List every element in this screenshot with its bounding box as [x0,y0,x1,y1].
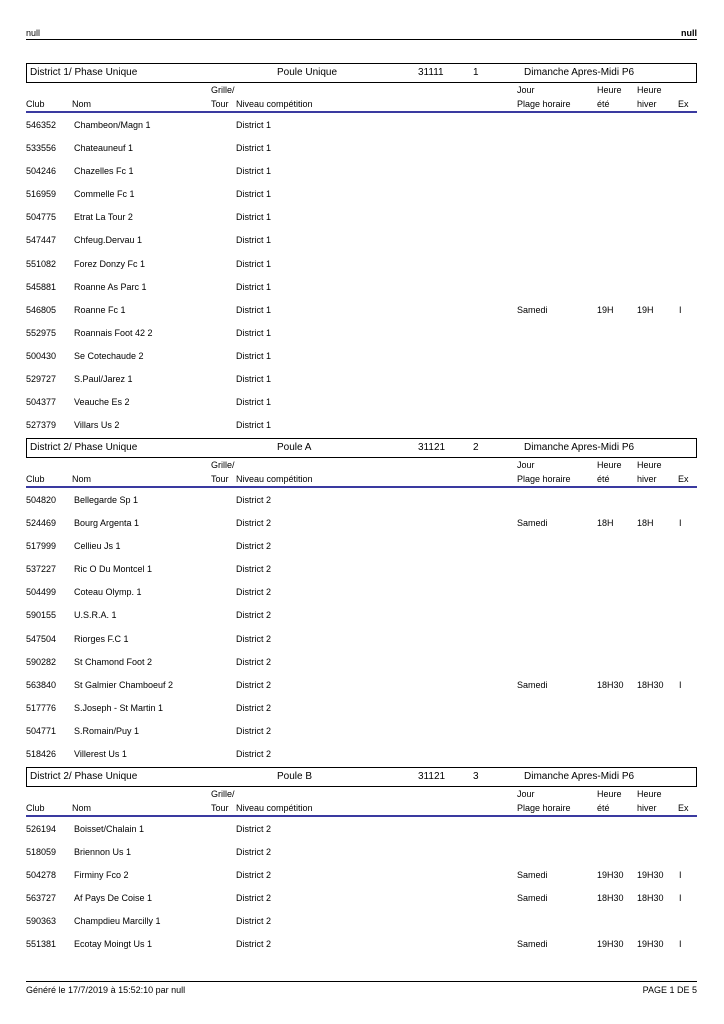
table-row [26,413,697,436]
team-name: Cellieu Js 1 [74,541,121,552]
team-name: Roanne Fc 1 [74,304,126,315]
team-name: St Galmier Chamboeuf 2 [74,679,174,690]
competition-code: 31121 [418,442,446,453]
jour: Samedi [517,870,548,881]
team-name: Bourg Argenta 1 [74,518,140,529]
club-id: 590155 [26,610,57,621]
col-heure-hiver-label: Heure [637,85,662,95]
team-name: Bellegarde Sp 1 [74,495,139,505]
col-ete: été [597,474,610,484]
column-headers [26,83,697,113]
team-name: Riorges F.C 1 [74,633,129,644]
col-grille: Grille/ [211,789,235,799]
club-id: 504771 [26,725,57,736]
section-title: District 1/ Phase Unique [30,67,138,78]
club-id: 504377 [26,397,57,408]
niveau: District 2 [236,541,272,552]
col-tour: Tour [211,803,229,813]
table-row [26,182,697,205]
niveau: District 1 [236,420,272,431]
col-hiver: hiver [637,803,657,813]
team-name: Etrat La Tour 2 [74,212,133,223]
heure-hiver: 18H [637,518,654,529]
column-headers [26,787,697,817]
footer-rule [26,981,697,982]
club-id: 527379 [26,420,57,431]
niveau: District 1 [236,235,272,246]
default-slot: Dimanche Apres-Midi P6 [524,67,635,78]
ex: I [679,518,682,529]
col-club: Club [26,803,45,813]
niveau: District 2 [236,610,272,621]
team-name: Chambeon/Magn 1 [74,120,151,130]
table-row [26,909,697,932]
jour: Samedi [517,893,548,904]
col-ex: Ex [678,803,689,813]
club-id: 517999 [26,541,57,552]
jour: Samedi [517,304,548,315]
club-id: 504499 [26,587,57,598]
club-id: 546805 [26,304,57,315]
poule-name: Poule A [277,442,312,453]
ex: I [679,679,682,690]
col-heure-hiver-label: Heure [637,460,662,470]
team-name: U.S.R.A. 1 [74,610,117,621]
club-id: 552975 [26,327,57,338]
table-row [26,344,697,367]
table-row [26,863,697,886]
col-tour: Tour [211,474,229,484]
niveau: District 1 [236,120,272,130]
team-name: Veauche Es 2 [74,397,130,408]
col-nom: Nom [72,803,92,813]
col-ete: été [597,99,610,109]
niveau: District 2 [236,870,272,881]
club-id: 537227 [26,564,57,575]
club-id: 518426 [26,749,57,760]
team-name: Villars Us 2 [74,420,120,431]
niveau: District 2 [236,939,272,950]
table-row [26,252,697,275]
ex: I [679,893,682,904]
col-grille: Grille/ [211,85,235,95]
ex: I [679,939,682,950]
heure-hiver: 19H30 [637,939,664,950]
niveau: District 2 [236,702,272,713]
niveau: District 1 [236,166,272,177]
table-row [26,557,697,580]
col-heure-ete-label: Heure [597,85,622,95]
jour: Samedi [517,679,548,690]
jour: Samedi [517,518,548,529]
team-name: Commelle Fc 1 [74,189,135,200]
niveau: District 2 [236,749,272,760]
niveau: District 2 [236,847,272,858]
col-plage: Plage horaire [517,803,571,813]
niveau: District 1 [236,327,272,338]
table-row [26,817,697,840]
poule-section [26,438,697,765]
team-name: Coteau Olymp. 1 [74,587,142,598]
club-id: 533556 [26,143,57,154]
club-id: 545881 [26,281,57,292]
poule-name: Poule Unique [277,67,338,78]
niveau: District 1 [236,304,272,315]
club-id: 529727 [26,374,57,385]
section-title: District 2/ Phase Unique [30,442,138,453]
competition-code: 31121 [418,771,446,782]
default-slot: Dimanche Apres-Midi P6 [524,442,635,453]
team-name: S.Romain/Puy 1 [74,725,140,736]
table-row [26,159,697,182]
col-niveau: Niveau compétition [236,99,313,109]
niveau: District 2 [236,893,272,904]
table-row [26,534,697,557]
team-name: Champdieu Marcilly 1 [74,916,161,927]
col-hiver: hiver [637,474,657,484]
table-row [26,742,697,765]
col-ex: Ex [678,474,689,484]
table-row [26,932,697,955]
team-name: Ric O Du Montcel 1 [74,564,153,575]
niveau: District 1 [236,258,272,269]
niveau: District 2 [236,916,272,927]
club-id: 590363 [26,916,57,927]
poule-section [26,767,697,956]
heure-ete: 19H30 [597,870,624,881]
footer-page-number: PAGE 1 DE 5 [642,985,697,995]
heure-ete: 18H30 [597,679,624,690]
niveau: District 2 [236,564,272,575]
niveau: District 1 [236,281,272,292]
table-row [26,367,697,390]
table-row [26,136,697,159]
table-row [26,298,697,321]
col-plage: Plage horaire [517,99,571,109]
poule-number: 2 [473,442,479,453]
table-row [26,886,697,909]
poule-section [26,63,697,436]
niveau: District 1 [236,397,272,408]
niveau: District 1 [236,189,272,200]
table-row [26,511,697,534]
col-ex: Ex [678,99,689,109]
team-name: S.Joseph - St Martin 1 [74,702,164,713]
column-headers [26,458,697,488]
col-plage: Plage horaire [517,474,571,484]
club-id: 590282 [26,656,57,667]
niveau: District 1 [236,374,272,385]
club-id: 504775 [26,212,57,223]
col-club: Club [26,474,45,484]
col-niveau: Niveau compétition [236,474,313,484]
col-heure-ete-label: Heure [597,789,622,799]
table-row [26,488,697,511]
jour: Samedi [517,939,548,950]
club-id: 516959 [26,189,57,200]
table-row [26,650,697,673]
col-jour: Jour [517,85,535,95]
niveau: District 2 [236,656,272,667]
poule-number: 3 [473,771,479,782]
club-id: 526194 [26,824,57,834]
table-row [26,113,697,136]
col-nom: Nom [72,99,92,109]
section-title-box [26,767,697,787]
club-id: 563727 [26,893,57,904]
poule-number: 1 [473,67,479,78]
niveau: District 1 [236,143,272,154]
club-id: 504278 [26,870,57,881]
table-row [26,275,697,298]
team-name: Ecotay Moingt Us 1 [74,939,153,950]
club-id: 547447 [26,235,57,246]
col-club: Club [26,99,45,109]
niveau: District 1 [236,212,272,223]
col-ete: été [597,803,610,813]
header-right: null [681,28,697,38]
team-name: Villerest Us 1 [74,749,127,760]
team-name: St Chamond Foot 2 [74,656,153,667]
heure-hiver: 18H30 [637,679,664,690]
table-row [26,673,697,696]
table-row [26,390,697,413]
team-name: Briennon Us 1 [74,847,132,858]
default-slot: Dimanche Apres-Midi P6 [524,771,635,782]
poule-name: Poule B [277,771,313,782]
heure-hiver: 19H30 [637,870,664,881]
table-row [26,696,697,719]
col-tour: Tour [211,99,229,109]
niveau: District 2 [236,587,272,598]
heure-hiver: 19H [637,304,654,315]
section-title-box [26,63,697,83]
table-row [26,603,697,626]
club-id: 547504 [26,633,57,644]
heure-ete: 19H [597,304,614,315]
team-name: Chfeug.Dervau 1 [74,235,143,246]
team-name: Af Pays De Coise 1 [74,893,153,904]
col-nom: Nom [72,474,92,484]
col-niveau: Niveau compétition [236,803,313,813]
team-name: S.Paul/Jarez 1 [74,374,133,385]
col-grille: Grille/ [211,460,235,470]
niveau: District 2 [236,725,272,736]
niveau: District 2 [236,679,272,690]
team-name: Se Cotechaude 2 [74,350,144,361]
section-title-box [26,438,697,458]
table-row [26,840,697,863]
header-left: null [26,28,41,38]
club-id: 563840 [26,679,57,690]
footer-generated: Généré le 17/7/2019 à 15:52:10 par null [26,985,186,995]
team-name: Forez Donzy Fc 1 [74,258,146,269]
heure-ete: 19H30 [597,939,624,950]
table-row [26,321,697,344]
heure-ete: 18H [597,518,614,529]
team-name: Roanne As Parc 1 [74,281,147,292]
col-jour: Jour [517,460,535,470]
table-row [26,228,697,251]
club-id: 546352 [26,120,57,130]
heure-hiver: 18H30 [637,893,664,904]
niveau: District 2 [236,495,272,505]
niveau: District 2 [236,518,272,529]
ex: I [679,304,682,315]
club-id: 500430 [26,350,57,361]
team-name: Boisset/Chalain 1 [74,824,145,834]
team-name: Chateauneuf 1 [74,143,134,154]
niveau: District 1 [236,350,272,361]
ex: I [679,870,682,881]
club-id: 518059 [26,847,57,858]
col-heure-ete-label: Heure [597,460,622,470]
club-id: 504820 [26,495,57,505]
club-id: 524469 [26,518,57,529]
club-id: 551381 [26,939,57,950]
table-row [26,580,697,603]
table-row [26,205,697,228]
team-name: Chazelles Fc 1 [74,166,134,177]
club-id: 551082 [26,258,57,269]
heure-ete: 18H30 [597,893,624,904]
col-hiver: hiver [637,99,657,109]
table-row [26,719,697,742]
table-row [26,627,697,650]
team-name: Roannais Foot 42 2 [74,327,153,338]
team-name: Firminy Fco 2 [74,870,129,881]
competition-code: 31111 [418,67,444,78]
club-id: 504246 [26,166,57,177]
club-id: 517776 [26,702,57,713]
col-jour: Jour [517,789,535,799]
header-rule [26,39,697,40]
section-title: District 2/ Phase Unique [30,771,138,782]
niveau: District 2 [236,633,272,644]
niveau: District 2 [236,824,272,834]
col-heure-hiver-label: Heure [637,789,662,799]
